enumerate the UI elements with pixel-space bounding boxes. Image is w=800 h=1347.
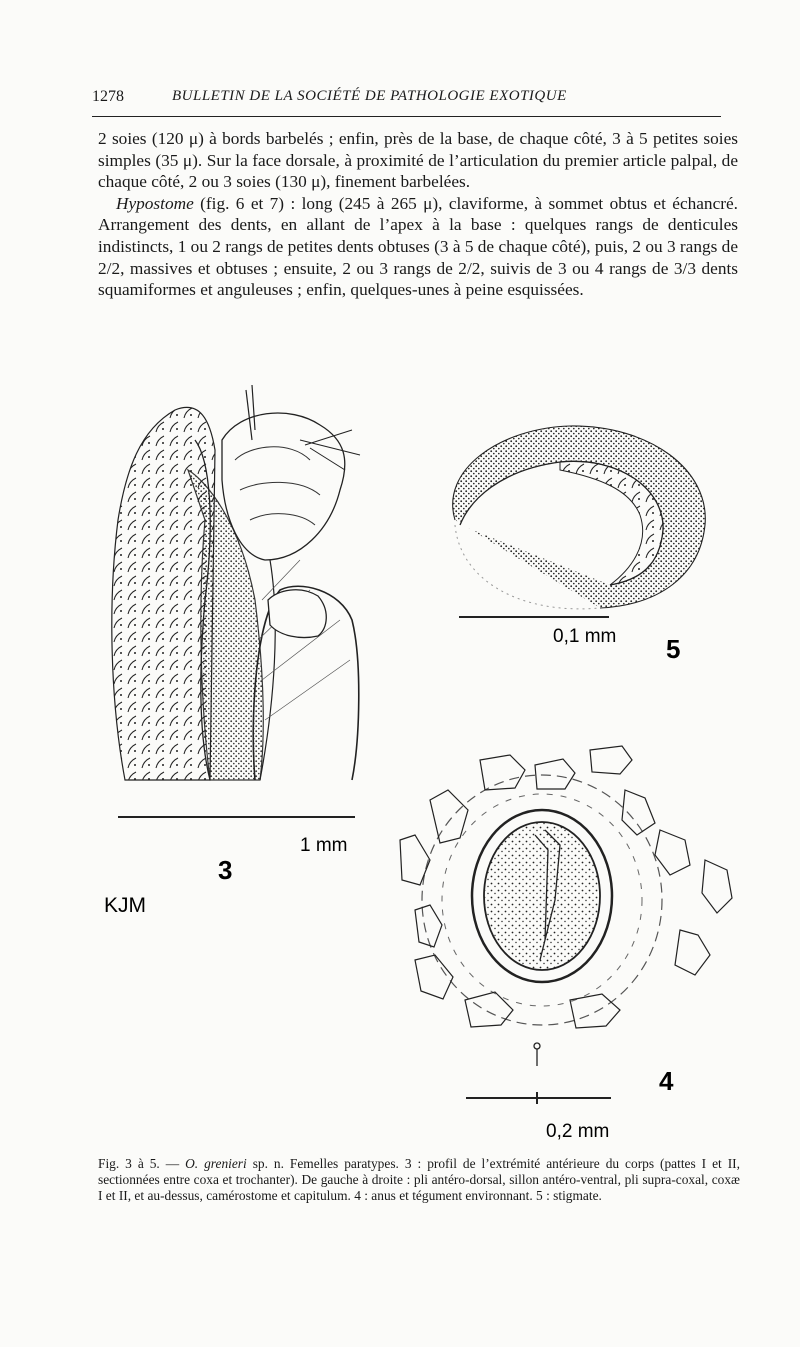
running-title: BULLETIN DE LA SOCIÉTÉ DE PATHOLOGIE EXOTIQUE [172,88,567,104]
figure-4-drawing [400,746,732,1066]
figure-caption [98,1156,740,1205]
fig5-number: 5 [666,634,681,664]
page-number: 1278 [92,88,124,105]
fig5-scale-label: 0,1 mm [553,626,617,647]
paragraph-1: 2 soies (120 μ) à bords barbelés ; enfin, près de la base, de chaque côté, 3 à 5 petites soies simples (35 μ). Sur la face dorsale, à proximité de l’articulation du premier article palpal, de chaque côté, 2 ou 3 soies (130 μ), finement barbelées. [98,129,738,192]
caption-prefix: Fig. 3 à 5. — [98,1156,186,1171]
figure-5-drawing [453,426,706,609]
fig3-scale-label: 1 mm [300,835,348,856]
fig3-number: 3 [218,855,233,885]
fig4-scale-label: 0,2 mm [546,1121,610,1142]
caption-species: O. grenieri [185,1156,247,1171]
paragraph-2-text: (fig. 6 et 7) : long (245 à 265 μ), claviforme, à sommet obtus et échancré. Arrangement des dents, en allant de l’apex à la base : quelques rangs de denticules indistincts, 1 ou 2 rangs de petites dents obtuses (3 à 5 de chaque côté), puis, 2 ou 3 rangs de 2/2, massives et obtuses ; ensuite, 2 ou 3 rangs de 2/2, suivis de 3 ou 4 rangs de 3/3 dents squamiformes et anguleuses ; enfin, quelques-unes à peine esquissées. [98,193,738,300]
hypostome-term: Hypostome [116,193,194,213]
figure-3-drawing [112,385,360,780]
fig3-signature: KJM [104,894,146,917]
caption-text: sp. n. Femelles paratypes. 3 : profil de l’extrémité antérieure du corps (pattes I et II, sectionnées entre coxa et trochanter). De gauche à droite : pli antéro-dorsal, sillon antéro-ventral, pli supra-coxal, coxæ I et II, et au-dessus, camérostome et capitulum. 4 : anus et tégument environnant. 5 : stigmate. [98,1156,740,1204]
fig4-number: 4 [659,1066,674,1096]
